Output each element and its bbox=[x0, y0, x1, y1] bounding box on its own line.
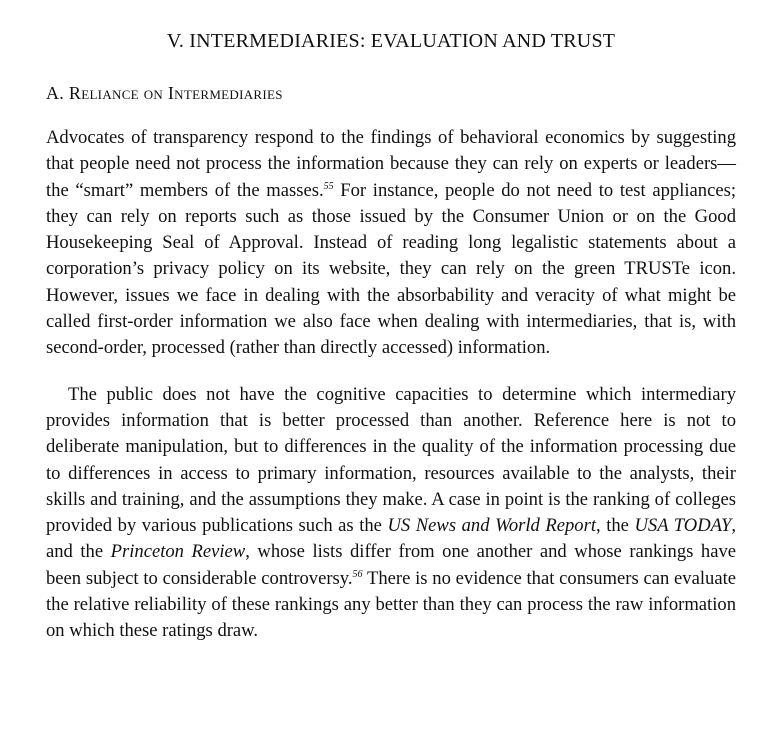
paragraph-1-text-b: For instance, people do not need to test appliances; they can rely on reports such as those issued by the Consumer Union or on the Good Housekeeping Seal of Approval. Instead of reading long legalistic statements about a corporation’s privacy policy on its website, they can rely on the green TRUSTe icon. However, issues we face in dealing with the absorbability and veracity of what might be called first-order information we also face when dealing with intermediaries, that is, with second-order, processed (rather than directly accessed) information. bbox=[46, 179, 736, 359]
publication-us-news: US News and World Report bbox=[387, 515, 597, 537]
document-page bbox=[46, 28, 736, 645]
paragraph-2-text-d: , whose lists differ from one another and whose rankings have been subject to considerable controversy. bbox=[46, 541, 736, 589]
footnote-ref-56[interactable]: 56 bbox=[352, 568, 363, 580]
paragraph-2-text-a: The public does not have the cognitive capacities to determine which intermediary provides information that is better processed than another. Reference here is not to deliberate manipulation, but to differences in the quality of the information processing due to differences in access to primary information, resources available to the analysts, their skills and training, and the assumptions they make. A case in point is the ranking of colleges provided by various publications such as the bbox=[46, 383, 736, 537]
paragraph-2-text-c: , and the bbox=[46, 515, 736, 563]
paragraph-2-text-b: , the bbox=[596, 515, 635, 537]
publication-princeton-review: Princeton Review bbox=[110, 541, 246, 563]
publication-usa-today: USA TODAY bbox=[634, 515, 732, 537]
paragraph-1-text-a: Advocates of transparency respond to the findings of behavioral economics by suggesting that people need not process the information because they can rely on experts or leaders—the “smart” members of the masses. bbox=[46, 127, 736, 201]
paragraph-2 bbox=[46, 382, 736, 645]
paragraph-2-text-e: There is no evidence that consumers can evaluate the relative reliability of these rankings any better than they can process the raw information on which these ratings draw. bbox=[46, 567, 736, 642]
section-title: V. INTERMEDIARIES: EVALUATION AND TRUST bbox=[166, 30, 616, 52]
footnote-ref-55[interactable]: 55 bbox=[323, 180, 334, 192]
paragraph-1 bbox=[46, 125, 736, 362]
subsection-title: A. Reliance on Intermediaries bbox=[46, 83, 283, 103]
